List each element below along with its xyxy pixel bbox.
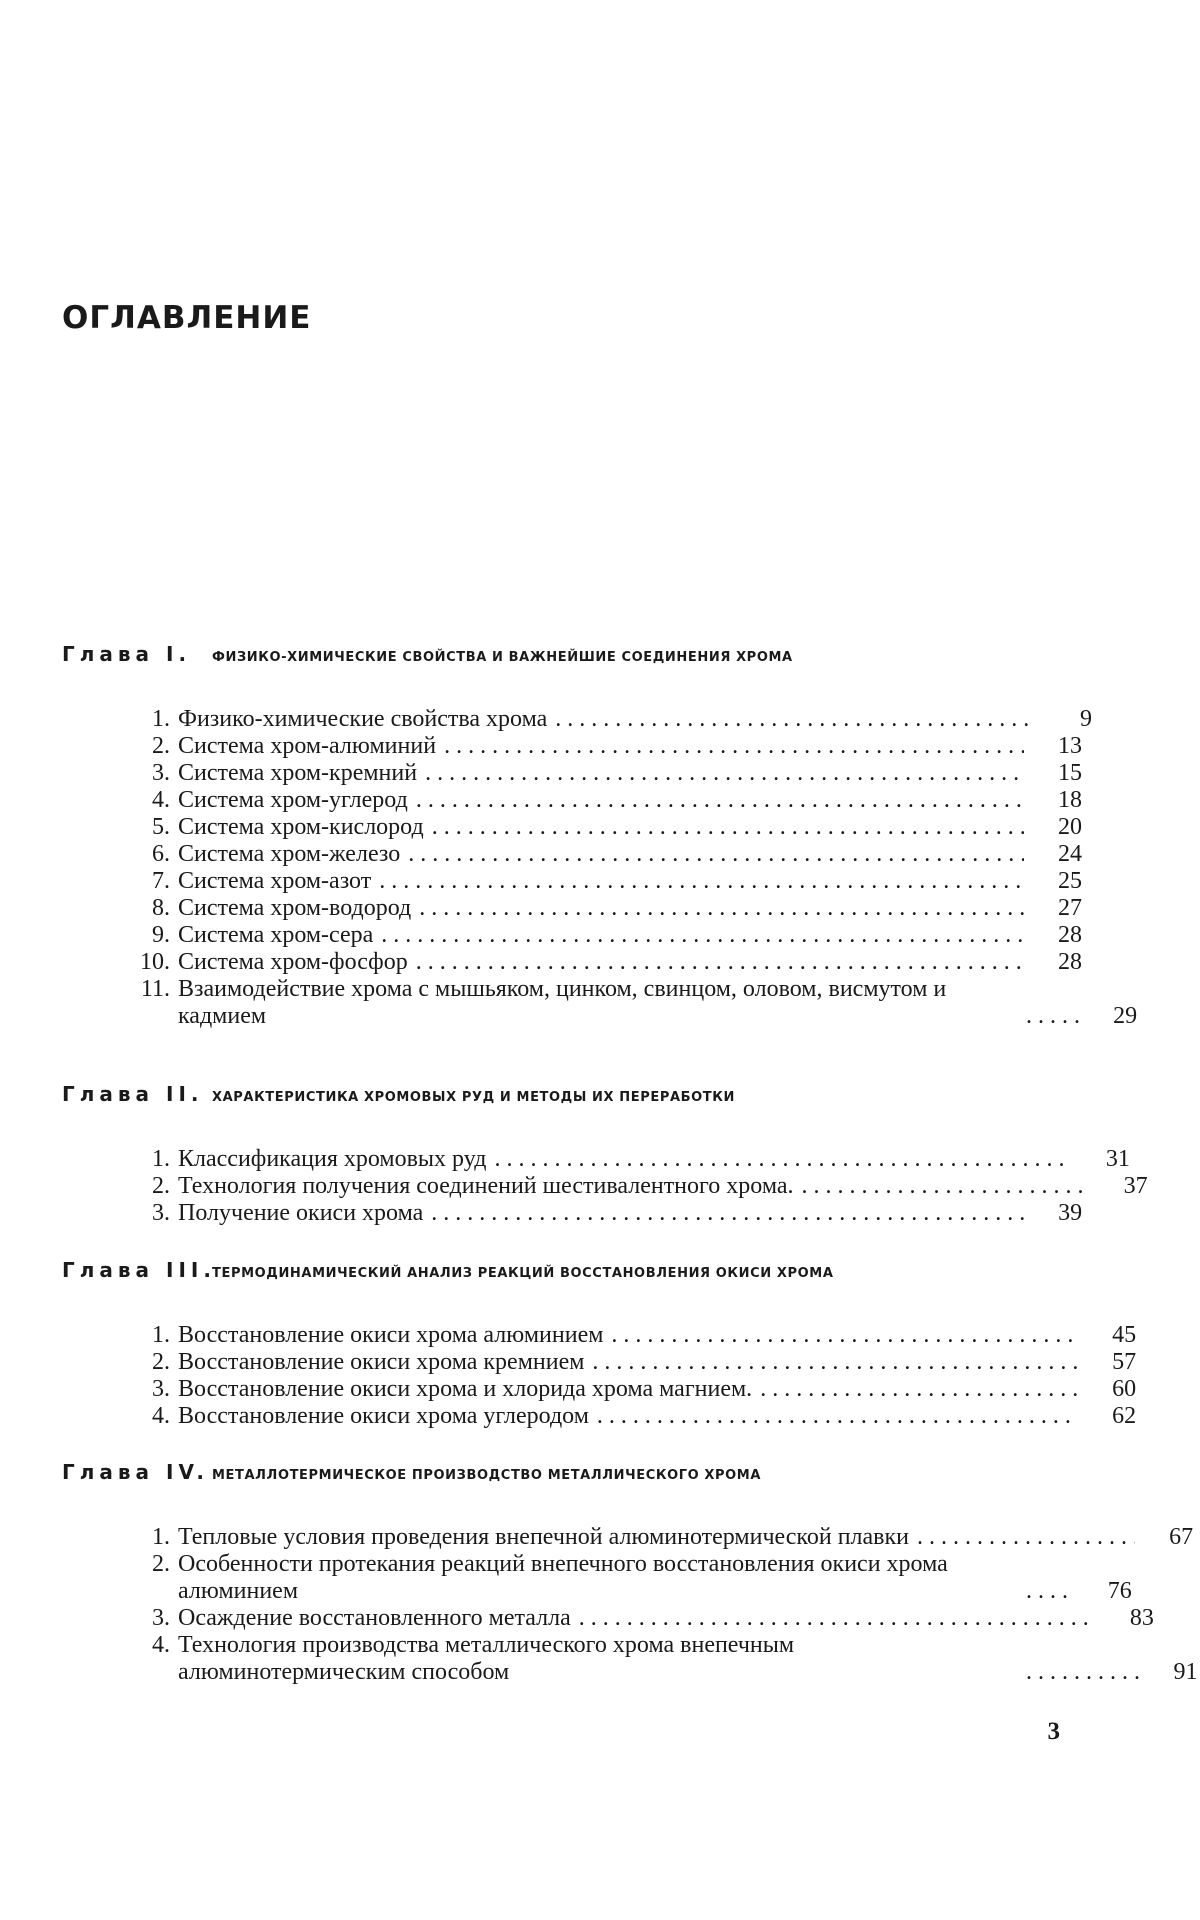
entry-number: 3. bbox=[152, 1376, 170, 1402]
toc-entry bbox=[62, 1200, 1082, 1227]
dot-leader bbox=[611, 1322, 1078, 1349]
dot-leader bbox=[444, 733, 1024, 760]
chapter-label: Глава III. bbox=[62, 1258, 216, 1282]
dot-leader bbox=[802, 1173, 1090, 1200]
entry-page: 57 bbox=[1112, 1349, 1137, 1375]
entry-page: 45 bbox=[1112, 1322, 1137, 1348]
entry-page: 24 bbox=[1058, 841, 1082, 867]
toc-entry bbox=[62, 1524, 1194, 1551]
entry-page: 27 bbox=[1058, 895, 1082, 921]
toc-entry bbox=[62, 1322, 1137, 1349]
entry-number: 10. bbox=[140, 949, 170, 975]
entry-title: Система хром-кремний bbox=[178, 760, 418, 786]
chapter-heading bbox=[62, 1082, 1082, 1122]
chapter-heading bbox=[62, 1258, 1082, 1298]
entry-number: 4. bbox=[152, 1632, 170, 1658]
dot-leader bbox=[416, 787, 1024, 814]
entry-title: Система хром-водород bbox=[178, 895, 412, 921]
entry-title: Восстановление окиси хрома углеродом bbox=[178, 1403, 589, 1429]
toc-entry bbox=[62, 1605, 1154, 1632]
entry-page: 18 bbox=[1058, 787, 1082, 813]
entry-page: 60 bbox=[1112, 1376, 1137, 1402]
dot-leader bbox=[416, 949, 1024, 976]
chapter-entries bbox=[62, 1146, 1148, 1227]
chapter-entries bbox=[62, 706, 1138, 1030]
entry-page: 76 bbox=[1107, 1578, 1132, 1604]
toc-entry bbox=[62, 1349, 1137, 1376]
entry-page: 31 bbox=[1105, 1146, 1130, 1172]
toc-entry bbox=[62, 841, 1082, 868]
dot-leader bbox=[579, 1605, 1096, 1632]
entry-title: Восстановление окиси хрома и хлорида хрома магнием. bbox=[178, 1376, 753, 1402]
chapter-2 bbox=[62, 1082, 1148, 1227]
entry-number: 11. bbox=[140, 976, 170, 1002]
entry-page: 28 bbox=[1058, 949, 1082, 975]
dot-leader bbox=[592, 1349, 1078, 1376]
entry-number: 8. bbox=[152, 895, 170, 921]
chapter-title: ХАРАКТЕРИСТИКА ХРОМОВЫХ РУД И МЕТОДЫ ИХ ПЕРЕРАБОТКИ bbox=[212, 1090, 735, 1105]
entry-number: 5. bbox=[152, 814, 170, 840]
chapter-heading bbox=[62, 642, 1082, 682]
toc-entry bbox=[62, 949, 1082, 976]
entry-title: Получение окиси хрома bbox=[178, 1200, 424, 1226]
entry-page: 83 bbox=[1129, 1605, 1154, 1631]
toc-entry bbox=[62, 787, 1082, 814]
dot-leader bbox=[381, 922, 1024, 949]
entry-number: 1. bbox=[152, 706, 170, 732]
entry-number: 3. bbox=[152, 1605, 170, 1631]
entry-number: 2. bbox=[152, 1349, 170, 1375]
entry-title: Система хром-железо bbox=[178, 841, 401, 867]
entry-page: 28 bbox=[1058, 922, 1082, 948]
entry-number: 1. bbox=[152, 1524, 170, 1550]
entry-number: 1. bbox=[152, 1146, 170, 1172]
entry-number: 4. bbox=[152, 787, 170, 813]
dot-leader bbox=[425, 760, 1024, 787]
entry-title: Осаждение восстановленного металла bbox=[178, 1605, 571, 1631]
entry-page: 9 bbox=[1080, 706, 1093, 732]
dot-leader bbox=[431, 1200, 1024, 1227]
dot-leader bbox=[760, 1376, 1078, 1403]
chapter-4 bbox=[62, 1460, 1198, 1686]
entry-title: Классификация хромовых руд bbox=[178, 1146, 487, 1172]
page-title: ОГЛАВЛЕНИЕ bbox=[62, 300, 312, 336]
toc-entry bbox=[62, 1146, 1130, 1173]
entry-number: 3. bbox=[152, 1200, 170, 1226]
entry-title: Взаимодействие хрома с мышьяком, цинком, свинцом, оловом, висмутом и кадмием bbox=[178, 976, 947, 1029]
dot-leader bbox=[419, 895, 1024, 922]
entry-title: Физико-химические свойства хрома bbox=[178, 706, 548, 732]
dot-leader bbox=[379, 868, 1024, 895]
toc-entry bbox=[62, 1403, 1137, 1430]
toc-entry bbox=[62, 706, 1093, 733]
entry-number: 4. bbox=[152, 1403, 170, 1429]
dot-leader bbox=[597, 1403, 1078, 1430]
toc-entry bbox=[62, 733, 1082, 760]
chapter-entries bbox=[62, 1524, 1198, 1686]
chapter-label: Глава II. bbox=[62, 1082, 204, 1106]
chapter-entries bbox=[62, 1322, 1137, 1430]
dot-leader bbox=[408, 841, 1024, 868]
entry-title: Система хром-алюминий bbox=[178, 733, 437, 759]
toc-entry bbox=[62, 895, 1082, 922]
chapter-3 bbox=[62, 1258, 1137, 1430]
entry-title: Технология получения соединений шестивалентного хрома. bbox=[178, 1173, 794, 1199]
entry-page: 37 bbox=[1123, 1173, 1148, 1199]
chapter-label: Глава IV. bbox=[62, 1460, 209, 1484]
entry-page: 15 bbox=[1058, 760, 1082, 786]
dot-leader bbox=[432, 814, 1024, 841]
entry-number: 2. bbox=[152, 733, 170, 759]
entry-title: Система хром-углерод bbox=[178, 787, 408, 813]
chapter-title: МЕТАЛЛОТЕРМИЧЕСКОЕ ПРОИЗВОДСТВО МЕТАЛЛИЧЕСКОГО ХРОМА bbox=[212, 1468, 761, 1483]
chapter-heading bbox=[62, 1460, 1082, 1500]
entry-number: 2. bbox=[152, 1551, 170, 1577]
entry-title: Система хром-азот bbox=[178, 868, 372, 894]
toc-entry bbox=[62, 868, 1082, 895]
toc-entry bbox=[62, 1376, 1137, 1403]
entry-title: Система хром-кислород bbox=[178, 814, 424, 840]
toc-entry bbox=[62, 814, 1082, 841]
toc-entry bbox=[62, 1551, 1132, 1605]
entry-title: Система хром-сера bbox=[178, 922, 374, 948]
chapter-1 bbox=[62, 642, 1138, 1030]
entry-number: 2. bbox=[152, 1173, 170, 1199]
dot-leader bbox=[555, 706, 1034, 733]
entry-page: 39 bbox=[1058, 1200, 1083, 1226]
toc-entry bbox=[62, 976, 1138, 1030]
entry-number: 7. bbox=[152, 868, 170, 894]
entry-title: Технология производства металлического хрома внепечным алюминотермическим способом bbox=[178, 1632, 795, 1685]
chapter-title: ФИЗИКО-ХИМИЧЕСКИЕ СВОЙСТВА И ВАЖНЕЙШИЕ СОЕДИНЕНИЯ ХРОМА bbox=[212, 650, 793, 665]
entry-number: 6. bbox=[152, 841, 170, 867]
entry-page: 62 bbox=[1112, 1403, 1137, 1429]
entry-page: 67 bbox=[1169, 1524, 1194, 1550]
dot-leader bbox=[494, 1146, 1071, 1173]
chapter-label: Глава I. bbox=[62, 642, 192, 666]
dot-leader bbox=[1026, 1578, 1074, 1605]
toc-entry bbox=[62, 922, 1082, 949]
entry-page: 20 bbox=[1058, 814, 1082, 840]
toc-entry bbox=[62, 760, 1082, 787]
dot-leader bbox=[1026, 1659, 1139, 1686]
chapter-title: ТЕРМОДИНАМИЧЕСКИЙ АНАЛИЗ РЕАКЦИЙ ВОССТАНОВЛЕНИЯ ОКИСИ ХРОМА bbox=[212, 1266, 834, 1281]
toc-entry bbox=[62, 1632, 1198, 1686]
entry-title: Система хром-фосфор bbox=[178, 949, 408, 975]
page-number: 3 bbox=[1047, 1718, 1060, 1745]
entry-page: 29 bbox=[1113, 1003, 1138, 1029]
entry-title: Тепловые условия проведения внепечной алюминотермической плавки bbox=[178, 1524, 910, 1550]
entry-number: 3. bbox=[152, 760, 170, 786]
entry-title: Восстановление окиси хрома алюминием bbox=[178, 1322, 604, 1348]
toc-entry bbox=[62, 1173, 1148, 1200]
dot-leader bbox=[917, 1524, 1135, 1551]
entry-number: 9. bbox=[152, 922, 170, 948]
entry-page: 25 bbox=[1058, 868, 1082, 894]
entry-page: 13 bbox=[1058, 733, 1082, 759]
entry-page: 91 bbox=[1173, 1659, 1198, 1685]
entry-title: Восстановление окиси хрома кремнием bbox=[178, 1349, 585, 1375]
entry-number: 1. bbox=[152, 1322, 170, 1348]
dot-leader bbox=[1026, 1003, 1079, 1030]
entry-title: Особенности протекания реакций внепечного восстановления окиси хрома алюминием bbox=[178, 1551, 948, 1604]
